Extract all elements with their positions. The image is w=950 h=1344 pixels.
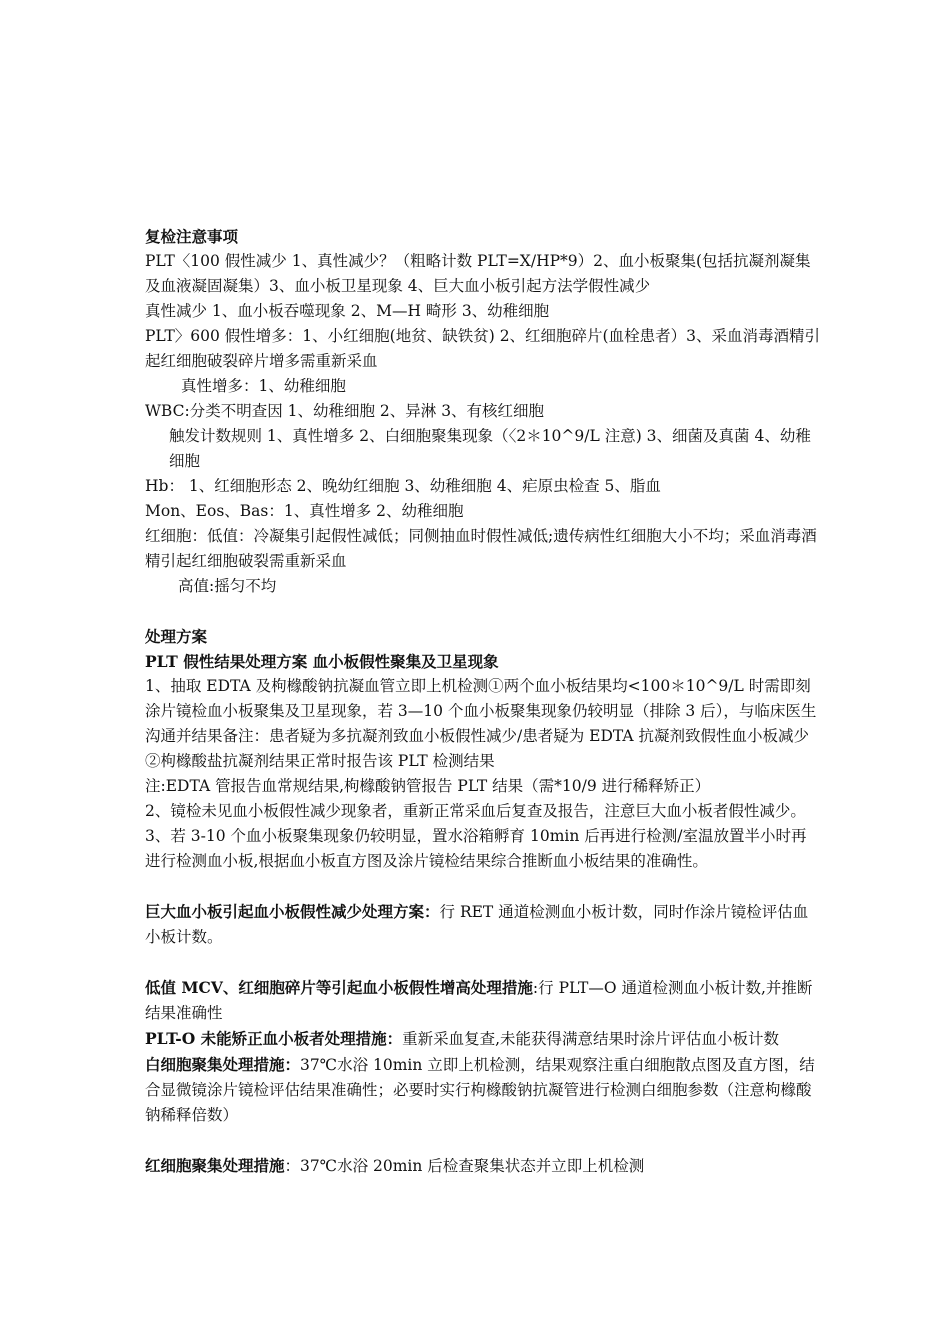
text-rbc-agg: ：37℃水浴 20min 后检查聚集状态并立即上机检测: [284, 1157, 645, 1175]
paragraph-wbc: WBC:分类不明查因 1、幼稚细胞 2、异淋 3、有核红细胞: [145, 402, 545, 420]
paragraph-plt-high: PLT〉600 假性增多：1、小红细胞(地贫、缺铁贫) 2、红细胞碎片(血栓患者）3、采血消毒酒精引起红细胞破裂碎片增多需重新采血: [145, 327, 820, 370]
paragraph-step-2: 2、镜检未见血小板假性减少现象者，重新正常采血后复查及报告，注意巨大血小板者假性减少。: [145, 802, 806, 820]
paragraph-plt-low: PLT〈100 假性减少 1、真性减少？（粗略计数 PLT=X/HP*9）2、血小板聚集(包括抗凝剂凝集及血液凝固凝集）3、血小板卫星现象 4、巨大血小板引起方法学假性减少: [145, 252, 811, 295]
paragraph-low-mcv: [145, 975, 820, 1026]
paragraph-mon-eos-bas: Mon、Eos、Bas：1、真性增多 2、幼稚细胞: [145, 502, 464, 520]
label-wbc-agg: 白细胞聚集处理措施：: [145, 1055, 301, 1074]
label-rbc-agg: 红细胞聚集处理措施: [145, 1156, 285, 1175]
subheading-plt-false: PLT 假性结果处理方案 血小板假性聚集及卫星现象: [145, 652, 499, 671]
paragraph-true-increase: 真性增多：1、幼稚细胞: [181, 377, 346, 395]
text-low-mcv: :行 PLT—O 通道检测血小板计数,并推断结果准确性: [145, 979, 813, 1022]
paragraph-wbc-agg: [145, 1052, 820, 1128]
paragraph-true-decrease: 真性减少 1、血小板吞噬现象 2、M—H 畸形 3、幼稚细胞: [145, 302, 550, 320]
paragraph-step-3: 3、若 3-10 个血小板聚集现象仍较明显，置水浴箱孵育 10min 后再进行检测/室温放置半小时再进行检测血小板,根据血小板直方图及涂片镜检结果综合推断血小板结果的准确性。: [145, 827, 807, 870]
spacer: [145, 1128, 820, 1153]
label-plt-o: PLT-O 未能矫正血小板者处理措施：: [145, 1029, 403, 1048]
paragraph-rbc-high: 高值:摇匀不均: [178, 577, 277, 595]
spacer: [145, 874, 820, 899]
paragraph-giant-plt: [145, 899, 820, 950]
text-wbc-agg: 37℃水浴 10min 立即上机检测，结果观察注重白细胞散点图及直方图，结合显微镜涂片镜检评估结果准确性；必要时实行枸橼酸钠抗凝管进行检测白细胞参数（注意枸橼酸钠稀释倍数）: [145, 1056, 815, 1124]
spacer: [145, 950, 820, 975]
text-giant-plt: 行 RET 通道检测血小板计数，同时作涂片镜检评估血小板计数。: [145, 903, 809, 946]
section-heading-recheck: 复检注意事项: [145, 227, 239, 246]
document-body: [145, 224, 820, 1179]
paragraph-trigger-rules: 触发计数规则 1、真性增多 2、白细胞聚集现象（〈2＊10^9/L 注意) 3、细菌及真菌 4、幼稚细胞: [169, 427, 811, 470]
paragraph-step-1: 1、抽取 EDTA 及枸橼酸钠抗凝血管立即上机检测①两个血小板结果均<100＊10^9/L 时需即刻涂片镜检血小板聚集及卫星现象，若 3—10 个血小板聚集现象仍较明显（排除 3 后），与临床医生沟通并结果备注：患者疑为多抗凝剂致血小板假性减少/患者疑为 EDTA 抗凝剂致假性血小板减少②枸橼酸盐抗凝剂结果正常时报告该 PLT 检测结果: [145, 677, 817, 770]
section-heading-treatment: 处理方案: [145, 627, 208, 646]
label-low-mcv: 低值 MCV、红细胞碎片等引起血小板假性增高处理措施: [145, 978, 533, 997]
paragraph-plt-o: [145, 1026, 820, 1052]
paragraph-rbc-agg: [145, 1153, 820, 1179]
spacer: [145, 599, 820, 624]
paragraph-hb: Hb： 1、红细胞形态 2、晚幼红细胞 3、幼稚细胞 4、疟原虫检查 5、脂血: [145, 477, 661, 495]
paragraph-rbc: 红细胞：低值：冷凝集引起假性减低；同侧抽血时假性减低;遗传病性红细胞大小不均；采血消毒酒精引起红细胞破裂需重新采血: [145, 527, 817, 570]
label-giant-plt: 巨大血小板引起血小板假性减少处理方案：: [145, 902, 440, 921]
paragraph-note-edta: 注:EDTA 管报告血常规结果,枸橼酸钠管报告 PLT 结果（需*10/9 进行稀释矫正）: [145, 777, 711, 795]
text-plt-o: 重新采血复查,未能获得满意结果时涂片评估血小板计数: [402, 1030, 780, 1048]
